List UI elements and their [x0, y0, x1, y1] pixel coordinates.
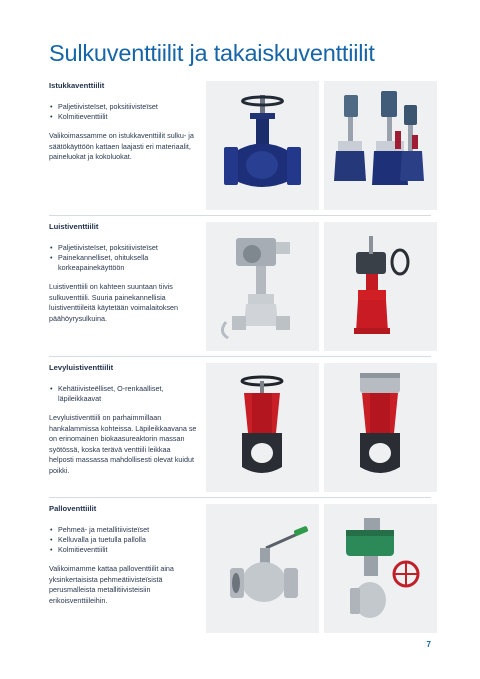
bullet-list — [49, 525, 197, 555]
section-divider — [49, 356, 431, 357]
section-description: Luistiventtiili on kahteen suuntaan tiivis sulkuventtiili. Suuria painekannellisia luistiventtiileitä käytetään voimalaitoksen päähöyrysulkuina. — [49, 282, 179, 323]
red-gate-valve-image — [324, 222, 437, 351]
section-text — [49, 81, 197, 163]
page-title: Sulkuventtiilit ja takaiskuventtiilit — [49, 40, 375, 66]
section-title: Istukkaventtiilit — [49, 81, 105, 90]
ball-valve-actuator-image — [324, 504, 437, 633]
bullet-item: • Kehätiivisteëlliset, O-renkaalliset, läpileikkaavat — [49, 384, 197, 404]
red-knife-gate-valve-handwheel-image — [206, 363, 319, 492]
bullet-item: • Paljetiivisteïset, poksitiivisteïset — [49, 102, 197, 112]
bullet-list — [49, 102, 197, 122]
section-description: Levyluistiventtiili on parhaimmillaan hankalammissa kohteissa. Läpileikkaavana se on erinomainen biokaasureaktorin massan syötössä, koska terävä venttiili leikkaa helposti massassa mahdollisesti olevat kuidut poikki. — [49, 413, 197, 475]
bullet-item: • Kolmitieventtiilit — [49, 545, 197, 555]
section-title: Levyluistiventtiilit — [49, 363, 114, 372]
section-text — [49, 504, 197, 606]
section-description: Valikoimassamme on istukkaventtiilit sulku- ja säätökäyttöön kattaen laajasti eri materiaalit, paineluokat ja kokoluokat. — [49, 131, 194, 162]
section-luistiventtiilit — [49, 222, 431, 351]
section-divider — [49, 215, 431, 216]
section-title: Luistiventtiilit — [49, 222, 99, 231]
grey-gate-valve-actuator-image — [206, 222, 319, 351]
section-istukkaventtiilit — [49, 81, 431, 210]
section-palloventtiilit — [49, 504, 431, 633]
bullet-item: • Painekannelliset, ohituksella korkeapainekäyttöön — [49, 253, 197, 273]
red-knife-gate-valve-pneumatic-image — [324, 363, 437, 492]
bullet-item: • Pehmeä- ja metallitiivisteïset — [49, 525, 197, 535]
steel-ball-valve-image — [206, 504, 319, 633]
section-divider — [49, 497, 431, 498]
bullet-list — [49, 384, 197, 404]
page-number: 7 — [426, 640, 431, 649]
section-text — [49, 222, 197, 324]
section-levyluistiventtiilit — [49, 363, 431, 492]
section-title: Palloventtiilit — [49, 504, 97, 513]
bullet-item: • Paljetiivisteïset, poksitiivisteïset — [49, 243, 197, 253]
section-text — [49, 363, 197, 477]
bullet-item: • Kelluvalla ja tuetulla pallolla — [49, 535, 197, 545]
bullet-list — [49, 243, 197, 273]
bullet-item: • Kolmitieventtiilit — [49, 112, 197, 122]
actuated-globe-valves-image — [324, 81, 437, 210]
section-description: Valikoimamme kattaa palloventtiilit aina yksinkertaisista pehmeätiivisteïsistä perusmalleista metallitiivisteisiin erikoisventtiileihin. — [49, 564, 174, 605]
blue-globe-valve-image — [206, 81, 319, 210]
